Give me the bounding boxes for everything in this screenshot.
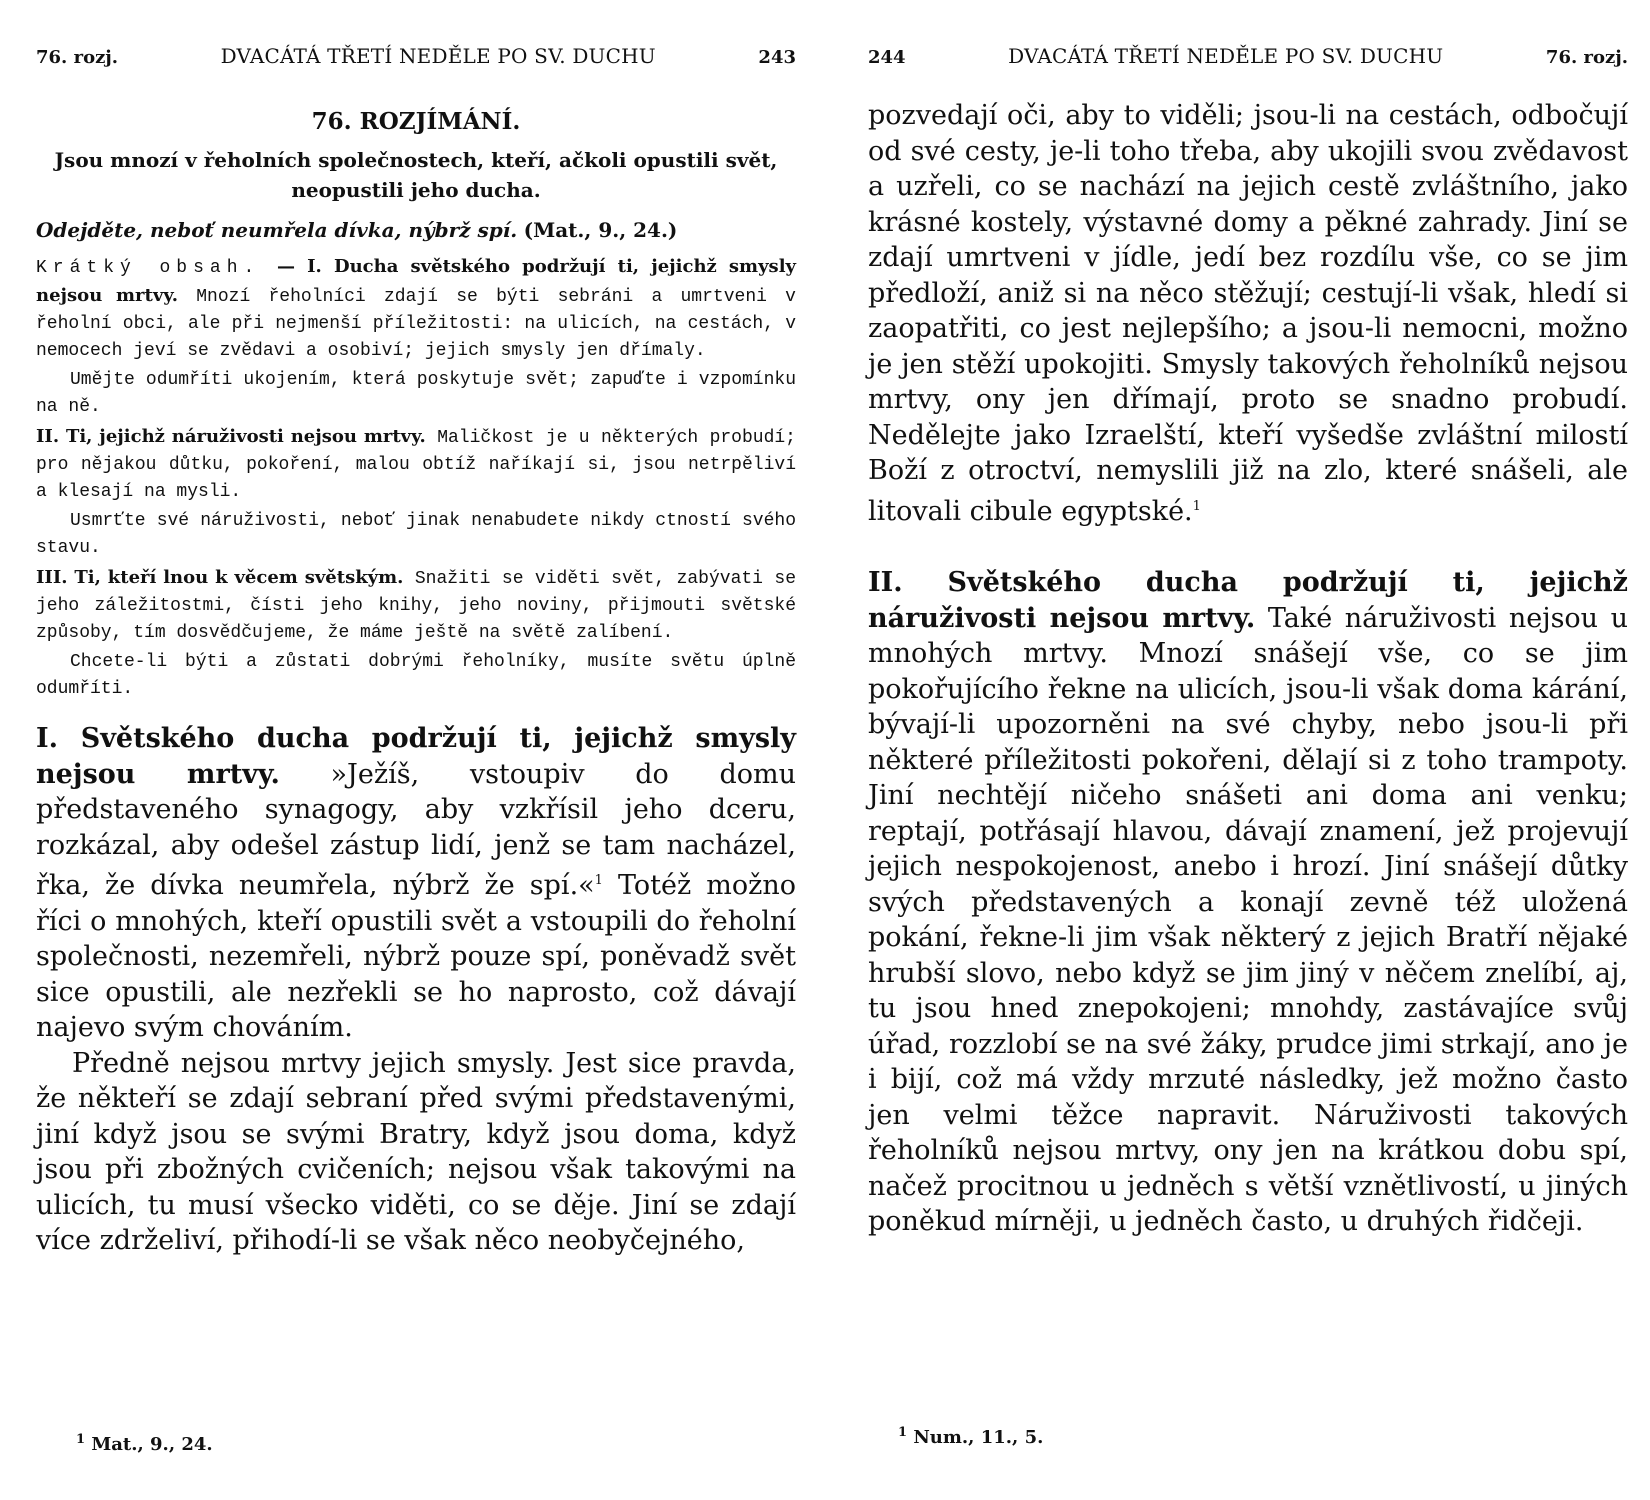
left-running-head xyxy=(36,44,796,68)
summary xyxy=(36,253,796,703)
summary-1-head: — I. Ducha světského podržují ti, jejichž smysly nejsou mrtvy. xyxy=(36,256,796,306)
left-main-text xyxy=(36,721,796,1259)
right-footnote-text: Num., 11., 5. xyxy=(913,1427,1044,1448)
right-paragraph-1-text: pozvedají oči, aby to viděli; jsou-li na cestách, odbočují od své cesty, je-li toho třeba, aby ukojili svou zvědavost a uzřeli, co se nachází na jejich cestě zvláštního, jako krásné kostely, výstavné domy a pěkné zahrady. Jiní se zdají umrtveni v jídle, jedí bez rozdílu vše, co se jim předloží, aniž si na něco stěžují; cestují-li však, hledí si zaopatřiti, co jest nejlepšího; a jsou-li nemocni, možno je jen stěží upokojiti. Smysly takových řeholníků nejsou mrtvy, ony jen dřímají, proto se snadno probudí. Nedělejte jako Izraelští, kteří vyšedše zvláštní milostí Boží z otroctví, nemyslili již na zlo, které snášeli, ale litovali cibule egyptské. xyxy=(868,100,1628,527)
epigraph-reference: (Mat., 9., 24.) xyxy=(523,218,678,242)
summary-2-head: II. Ti, jejichž náruživosti nejsou mrtvy. xyxy=(36,426,426,447)
section-1-footnote-mark: 1 xyxy=(594,873,603,888)
epigraph-quote: Odejděte, neboť neumřela dívka, nýbrž spí. xyxy=(36,218,518,242)
paragraph-2: Předně nejsou mrtvy jejich smysly. Jest sice pravda, že někteří se zdají sebraní před svými představenými, jiní když jsou se svými Bratry, když jsou doma, když jsou při zbožných cvičeních; nejsou však takovými na ulicích, tu musí všecko viděti, co se děje. Jiní se zdají více zdrželiví, přihodí-li se však něco neobyčejného, xyxy=(36,1047,796,1256)
meditation-title: Jsou mnozí v řeholních společnostech, kteří, ačkoli opustili svět, neopustili jeho ducha. xyxy=(54,148,778,202)
section-2-heading: II. Světského ducha podržují ti, jejichž náruživosti nejsou mrtvy. xyxy=(868,567,1628,634)
right-header-title: DVACÁTÁ TŘETÍ NEDĚLE PO SV. DUCHU xyxy=(1008,44,1444,68)
right-footnote-mark: 1 xyxy=(898,1425,908,1440)
summary-1-text: Mnozí řeholníci zdají se býti sebráni a umrtveni v řeholní obci, ale při nejmenší příležitosti: na ulicích, na cestách, v nemocech jeví se zvědavi a osobiví; jejich smysly jen dřímaly. xyxy=(36,287,796,361)
summary-3-exhort: Chcete-li býti a zůstati dobrými řeholníky, musíte světu úplně odumříti. xyxy=(36,652,796,699)
summary-1-exhort: Umějte odumříti ukojením, která poskytuje svět; zapuďte i vzpomínku na ně. xyxy=(36,370,796,417)
summary-2-text: Maličkost je u některých probudí; pro nějakou důtku, pokoření, malou obtíž naříkají si, jsou netrpěliví a klesají na mysli. xyxy=(36,428,796,502)
left-footnote xyxy=(76,1432,213,1455)
section-1-text-continued: Totéž možno říci o mnohých, kteří opustili svět a vstoupili do řeholní společnosti, nezemřeli, nýbrž pouze spí, poněvadž svět sice opustili, ale nezřekli se ho naprosto, což dávají najevo svým chováním. xyxy=(36,870,796,1043)
left-footnote-mark: 1 xyxy=(76,1432,86,1447)
right-chapter-ref: 76. rozj. xyxy=(1545,47,1628,68)
epigraph xyxy=(36,215,796,245)
section-2-text: Také náruživosti nejsou u mnohých mrtvy. Mnozí snášejí vše, co se jim pokořujícího řekne na ulicích, jsou-li však doma kárání, bývají-li upozorněni na své chyby, nebo jsou-li při některé příležitosti pokořeni, dělají si z toho trampoty. Jiní nechtějí ničeho snášeti ani doma ani venku; reptají, potřásají hlavou, dávají znamení, jež projevují jejich nespokojenost, anebo i hrozí. Jiní snášejí důtky svých představených a konají zevně též uložená pokání, řekne-li jim však některý z jejich Bratří nějaké hrubší slovo, nebo když se jim jiný v něčem znelíbí, aj, tu jsou hned znepokojeni; mnohdy, zastávajíce svůj úřad, rozzlobí se na své žáky, prudce jimi strkají, ano je i bijí, což má vždy mrzuté následky, jež možno často jen velmi těžce napravit. Náruživosti takových řeholníků nejsou mrtvy, ony jen na krátkou dobu spí, načež procitnou u jedněch s větší vznětlivostí, u jiných poněkud mírněji, u jedněch často, u druhých řidčeji. xyxy=(868,602,1629,1237)
left-chapter-ref: 76. rozj. xyxy=(36,47,119,68)
right-page xyxy=(868,0,1628,1500)
summary-3-head: III. Ti, kteří lnou k věcem světským. xyxy=(36,567,404,588)
summary-2-exhort: Usmrťte své náruživosti, neboť jinak nenabudete nikdy ctností svého stavu. xyxy=(36,511,796,558)
left-page xyxy=(36,0,796,1500)
left-page-body xyxy=(36,100,796,1259)
right-page-number: 244 xyxy=(868,47,906,68)
right-paragraph-1 xyxy=(868,98,1628,529)
left-page-number: 243 xyxy=(758,47,796,68)
section-1-heading: I. Světského ducha podržují ti, jejichž smysly nejsou mrtvy. xyxy=(36,723,796,790)
right-footnote xyxy=(898,1425,1043,1448)
meditation-heading: 76. ROZJÍMÁNÍ. xyxy=(311,108,521,135)
section-1-text: »Ježíš, vstoupiv do domu představeného synagogy, aby vzkřísil jeho dceru, rozkázal, aby odešel zástup lidí, jenž se tam nacházel, řka, že dívka neumřela, nýbrž že spí.« xyxy=(36,758,796,901)
left-header-title: DVACÁTÁ TŘETÍ NEDĚLE PO SV. DUCHU xyxy=(220,44,656,68)
summary-point-2 xyxy=(36,423,796,506)
summary-label: Krátký obsah. xyxy=(36,258,261,278)
right-page-body xyxy=(868,98,1628,1240)
right-paragraph-1-footnote-mark: 1 xyxy=(1192,498,1201,514)
summary-3-text: Snažiti se viděti svět, zabývati se jeho záležitostmi, čísti jeho knihy, jeho noviny, přijmouti světské způsoby, tím dosvědčujeme, že máme ještě na světě zalíbení. xyxy=(36,569,796,643)
summary-point-3 xyxy=(36,564,796,647)
right-running-head xyxy=(868,44,1628,68)
left-footnote-text: Mat., 9., 24. xyxy=(91,1434,213,1455)
summary-point-1 xyxy=(36,253,796,365)
